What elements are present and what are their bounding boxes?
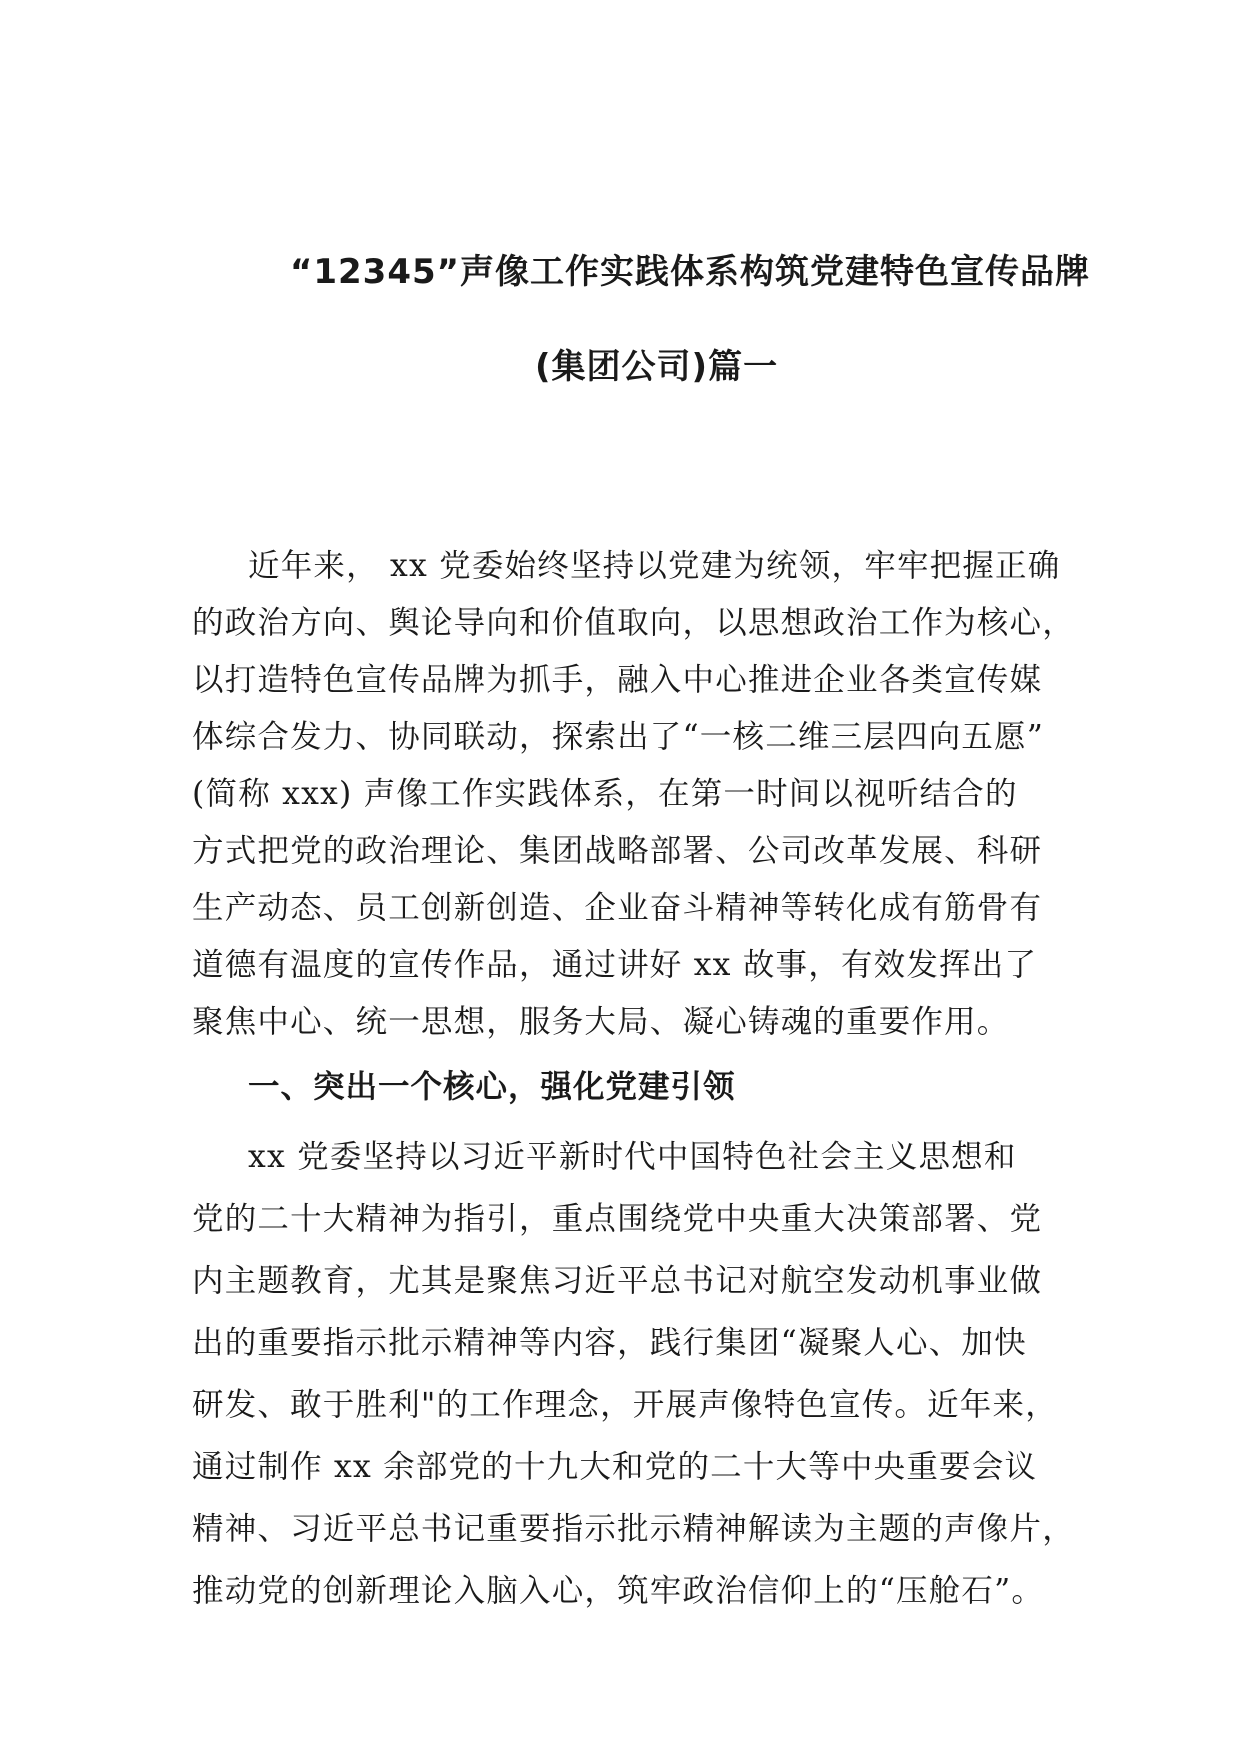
paragraph-line: 出的重要指示批示精神等内容，践行集团“凝聚人心、加快 (192, 1325, 1027, 1361)
paragraph-section-1 (192, 1126, 1075, 1622)
paragraph-line: 方式把党的政治理论、集团战略部署、公司改革发展、科研 (192, 833, 1043, 869)
paragraph-line: xx 党委坚持以习近平新时代中国特色社会主义思想和 (248, 1139, 1017, 1175)
paragraph-line: 体综合发力、协同联动，探索出了“一核二维三层四向五愿” (192, 719, 1045, 755)
paragraph-line: 推动党的创新理论入脑入心，筑牢政治信仰上的“压舱石”。 (192, 1573, 1045, 1609)
paragraph-line: 生产动态、员工创新创造、企业奋斗精神等转化成有筋骨有 (192, 890, 1043, 926)
paragraph-line: 近年来， xx 党委始终坚持以党建为统领，牢牢把握正确 (248, 548, 1061, 584)
paragraph-line: 以打造特色宣传品牌为抓手，融入中心推进企业各类宣传媒 (192, 662, 1043, 698)
paragraph-line: 研发、敢于胜利"的工作理念，开展声像特色宣传。近年来， (192, 1387, 1058, 1423)
document-title-line-1: “12345”声像工作实践体系构筑党建特色宣传品牌 (290, 252, 1090, 292)
paragraph-line: 的政治方向、舆论导向和价值取向，以思想政治工作为核心， (192, 605, 1075, 641)
paragraph-line: 道德有温度的宣传作品，通过讲好 xx 故事，有效发挥出了 (192, 947, 1038, 983)
paragraph-line: 精神、习近平总书记重要指示批示精神解读为主题的声像片， (192, 1511, 1075, 1547)
paragraph-line: 聚焦中心、统一思想，服务大局、凝心铸魂的重要作用。 (192, 1004, 1010, 1040)
paragraph-line: 内主题教育，尤其是聚焦习近平总书记对航空发动机事业做 (192, 1263, 1043, 1299)
section-heading-1: 一、突出一个核心，强化党建引领 (248, 1069, 736, 1105)
paragraph-line: 党的二十大精神为指引，重点围绕党中央重大决策部署、党 (192, 1201, 1043, 1237)
paragraph-line: (简称 xxx) 声像工作实践体系，在第一时间以视听结合的 (192, 776, 1018, 812)
paragraph-line: 通过制作 xx 余部党的十九大和党的二十大等中央重要会议 (192, 1449, 1038, 1485)
paragraph-intro (192, 538, 1075, 1051)
document-title-line-2: (集团公司)篇一 (535, 347, 779, 387)
